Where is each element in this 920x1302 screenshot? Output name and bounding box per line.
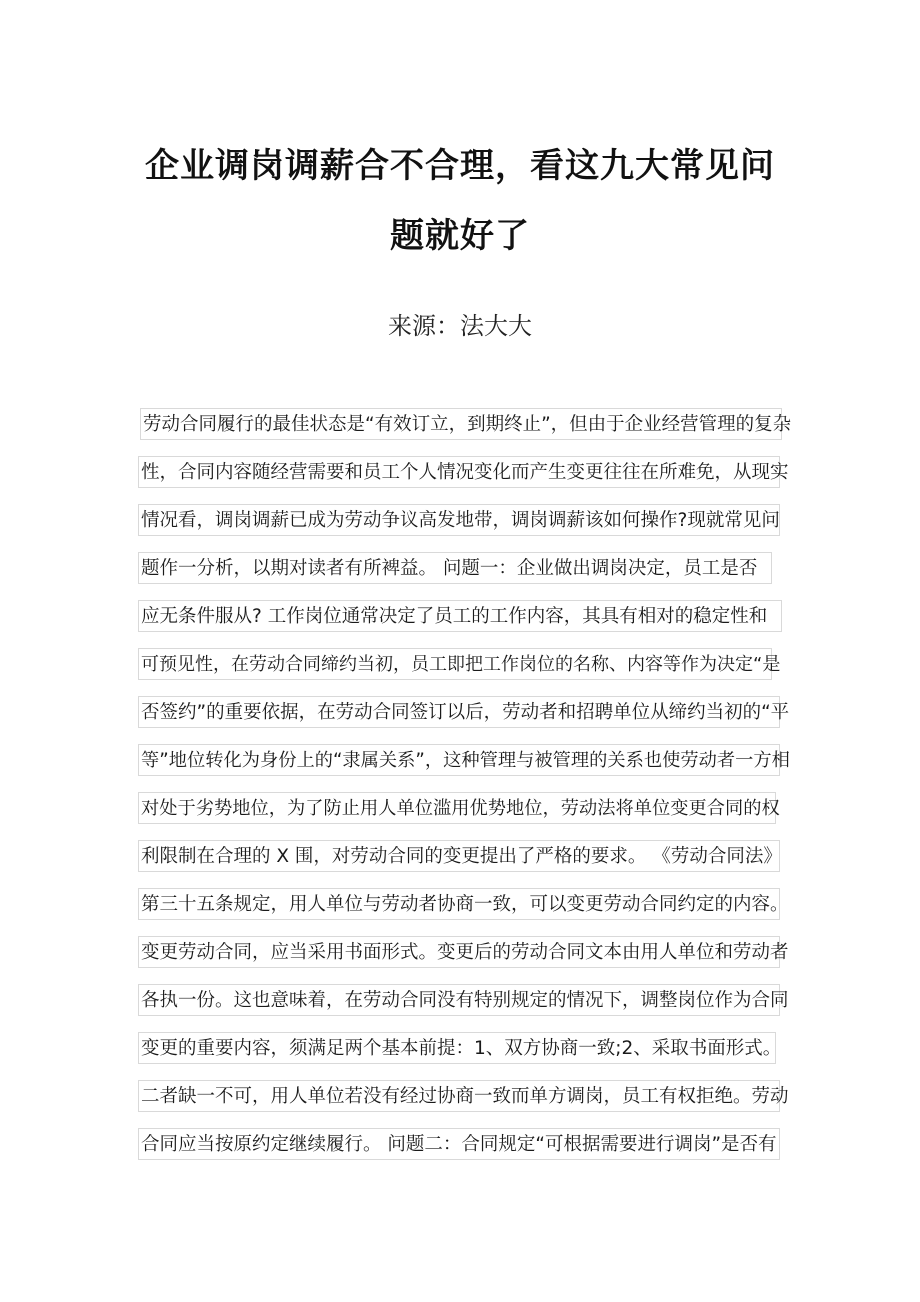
document-source: 来源：法大大 bbox=[388, 312, 532, 340]
body-line: 对处于劣势地位，为了防止用人单位滥用优势地位，劳动法将单位变更合同的权 bbox=[138, 792, 776, 824]
body-line: 变更的重要内容，须满足两个基本前提：1、双方协商一致;2、采取书面形式。 bbox=[138, 1032, 776, 1064]
body-line: 各执一份。这也意味着，在劳动合同没有特别规定的情况下，调整岗位作为合同 bbox=[138, 984, 780, 1016]
body-line: 变更劳动合同，应当采用书面形式。变更后的劳动合同文本由用人单位和劳动者 bbox=[138, 936, 780, 968]
body-line: 第三十五条规定，用人单位与劳动者协商一致，可以变更劳动合同约定的内容。 bbox=[138, 888, 780, 920]
body-line: 性，合同内容随经营需要和员工个人情况变化而产生变更往往在所难免，从现实 bbox=[138, 456, 780, 488]
body-line: 否签约”的重要依据，在劳动合同签订以后，劳动者和招聘单位从缔约当初的“平 bbox=[138, 696, 780, 728]
body-line: 情况看，调岗调薪已成为劳动争议高发地带，调岗调薪该如何操作?现就常见问 bbox=[138, 504, 780, 536]
body-line: 利限制在合理的 X 围，对劳动合同的变更提出了严格的要求。 《劳动合同法》 bbox=[138, 840, 780, 872]
body-line: 应无条件服从? 工作岗位通常决定了员工的工作内容，其具有相对的稳定性和 bbox=[138, 600, 782, 632]
body-line: 合同应当按原约定继续履行。 问题二：合同规定“可根据需要进行调岗”是否有 bbox=[138, 1128, 780, 1160]
body-line: 二者缺一不可，用人单位若没有经过协商一致而单方调岗，员工有权拒绝。劳动 bbox=[138, 1080, 780, 1112]
body-line: 题作一分析，以期对读者有所裨益。 问题一：企业做出调岗决定，员工是否 bbox=[138, 552, 772, 584]
document-title-line-1: 企业调岗调薪合不合理，看这九大常见问 bbox=[145, 146, 775, 186]
document-title-line-2: 题就好了 bbox=[390, 216, 530, 256]
body-line: 等”地位转化为身份上的“隶属关系”，这种管理与被管理的关系也使劳动者一方相 bbox=[138, 744, 780, 776]
body-line: 劳动合同履行的最佳状态是“有效订立，到期终止”，但由于企业经营管理的复杂 bbox=[140, 408, 782, 440]
body-line: 可预见性，在劳动合同缔约当初，员工即把工作岗位的名称、内容等作为决定“是 bbox=[138, 648, 772, 680]
